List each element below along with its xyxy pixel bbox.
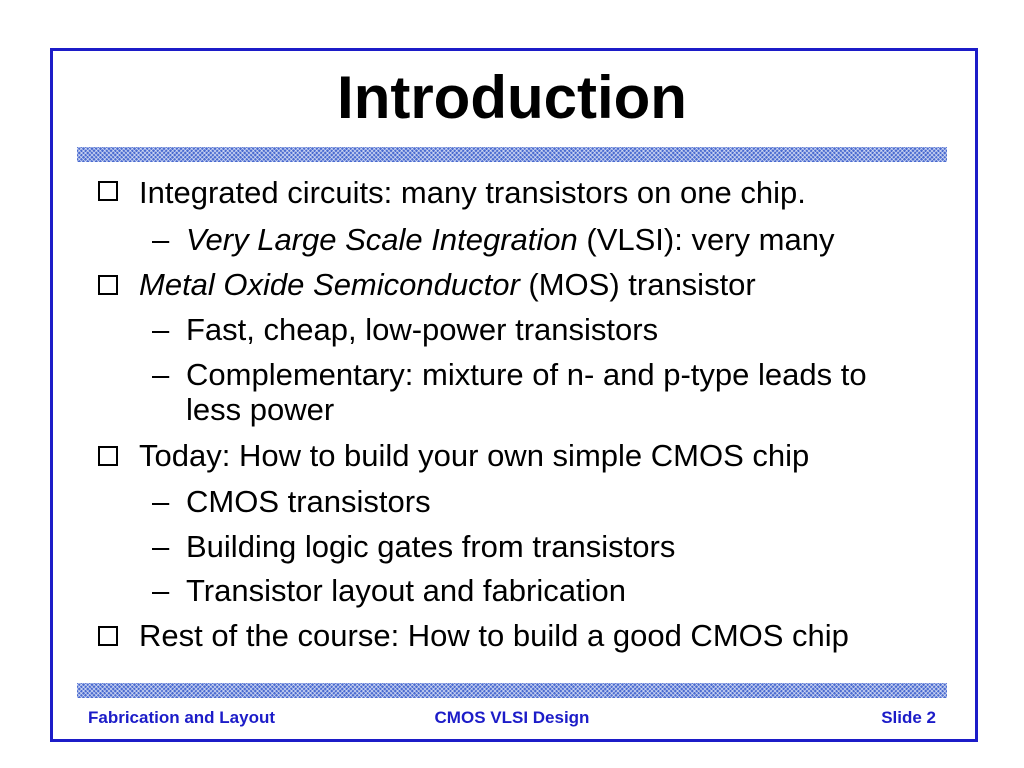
bullet-text: Integrated circuits: many transistors on one chip. xyxy=(139,175,806,210)
bullet-text: Rest of the course: How to build a good CMOS chip xyxy=(139,618,849,653)
sub-bullet-text-continued: less power xyxy=(186,392,335,427)
dash-bullet-icon: – xyxy=(152,529,170,564)
checkbox-bullet-icon xyxy=(98,275,118,295)
dash-bullet-icon: – xyxy=(152,357,170,392)
dash-bullet-icon: – xyxy=(152,484,170,519)
bullet-text: Today: How to build your own simple CMOS chip xyxy=(139,438,810,473)
sub-bullet-text: Transistor layout and fabrication xyxy=(186,573,626,608)
sub-bullet-text: CMOS transistors xyxy=(186,484,431,519)
checkbox-bullet-icon xyxy=(98,181,118,201)
sub-bullet-text: Fast, cheap, low-power transistors xyxy=(186,312,659,347)
footer-left: Fabrication and Layout xyxy=(88,708,276,727)
footer-right: Slide 2 xyxy=(881,708,936,727)
sub-bullet-text: Very Large Scale Integration (VLSI): very many xyxy=(186,222,835,257)
checkbox-bullet-icon xyxy=(98,626,118,646)
slide-title: Introduction xyxy=(337,64,687,131)
checkbox-bullet-icon xyxy=(98,446,118,466)
dash-bullet-icon: – xyxy=(152,312,170,347)
dash-bullet-icon: – xyxy=(152,573,170,608)
footer-center: CMOS VLSI Design xyxy=(434,708,590,727)
sub-bullet-text: Building logic gates from transistors xyxy=(186,529,676,564)
dash-bullet-icon: – xyxy=(152,222,170,257)
bullet-text: Metal Oxide Semiconductor (MOS) transistor xyxy=(139,267,756,302)
sub-bullet-text: Complementary: mixture of n- and p-type leads to xyxy=(186,357,867,392)
bottom-divider xyxy=(77,683,947,698)
